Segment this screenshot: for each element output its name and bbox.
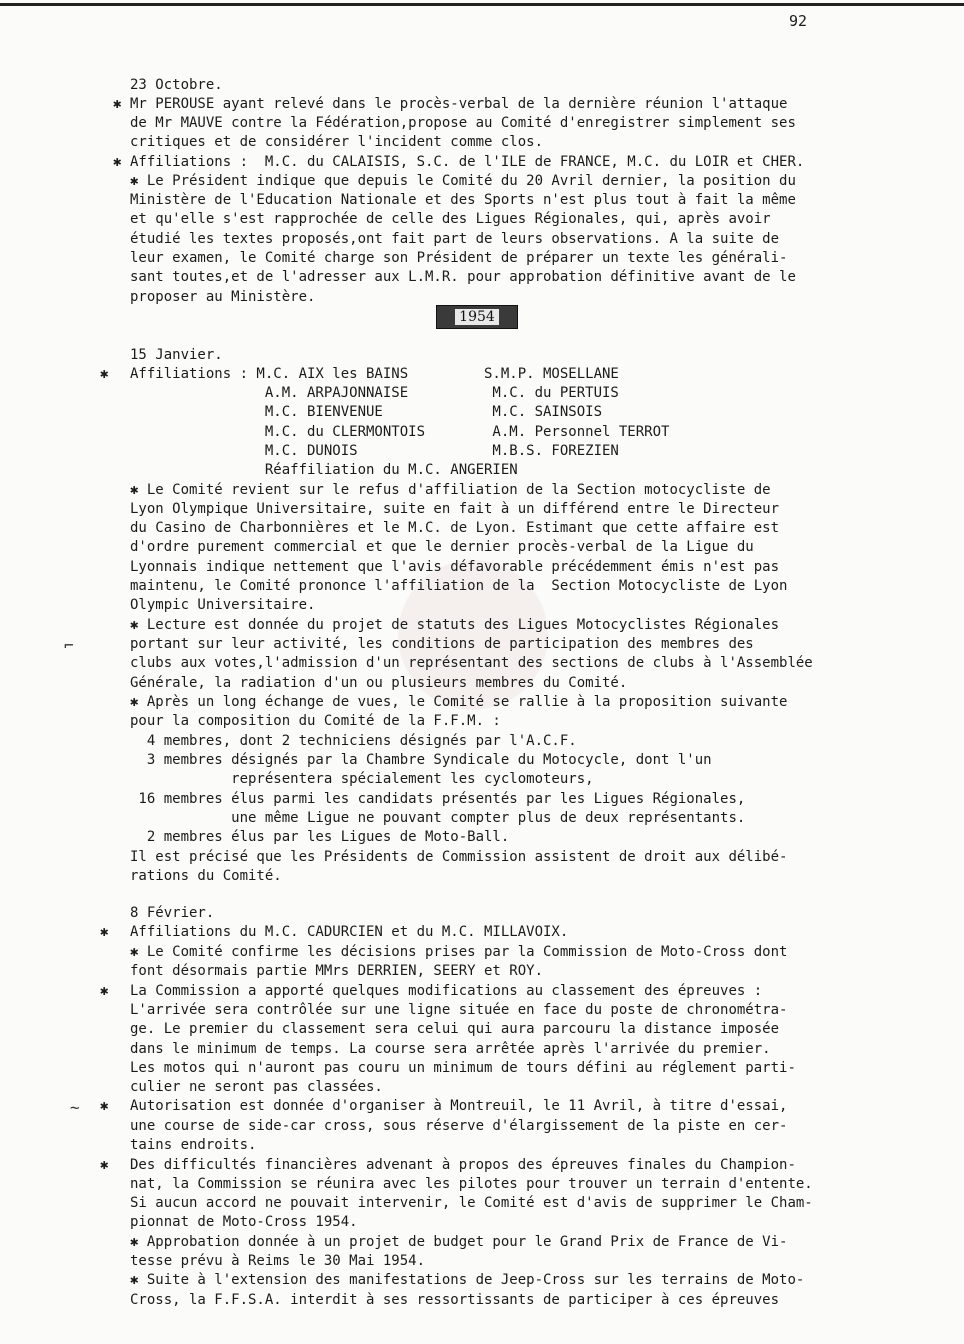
text-line: 2 membres élus par les Ligues de Moto-Ball.	[130, 829, 510, 845]
text-line: Affiliations : M.C. du CALAISIS, S.C. de l'ILE de FRANCE, M.C. du LOIR et CHER.	[130, 154, 805, 170]
text-line: tains endroits.	[130, 1137, 257, 1153]
text-line: de Mr MAUVE contre la Fédération,propose au Comité d'enregistrer simplement ses	[130, 115, 796, 131]
text-line: Olympic Universitaire.	[130, 597, 316, 613]
text-line: Lyon Olympique Universitaire, suite en fait à un différend entre le Directeur	[130, 501, 780, 517]
text-line: Autorisation est donnée d'organiser à Montreuil, le 11 Avril, à titre d'essai,	[130, 1098, 788, 1114]
top-rule	[0, 3, 964, 6]
year-badge	[436, 305, 518, 329]
text-line: L'arrivée sera contrôlée sur une ligne située en face du poste de chronométra-	[130, 1002, 788, 1018]
margin-annotation: ~	[70, 1098, 80, 1117]
text-line: 4 membres, dont 2 techniciens désignés par l'A.C.F.	[130, 733, 577, 749]
text-line: critiques et de considérer l'incident comme clos.	[130, 134, 544, 150]
text-line: étudié les textes proposés,ont fait part de leurs observations. A la suite de	[130, 231, 780, 247]
year-badge-label: 1954	[455, 309, 499, 325]
text-line: 16 membres élus parmi les candidats présentés par les Ligues Régionales,	[130, 791, 746, 807]
text-line: 15 Janvier.	[130, 347, 223, 363]
text-line: M.C. DUNOIS M.B.S. FOREZIEN	[130, 443, 619, 459]
text-line: tesse prévu à Reims le 30 Mai 1954.	[130, 1253, 426, 1269]
text-line: ✱ Lecture est donnée du projet de statuts des Ligues Motocyclistes Régionales	[130, 617, 780, 633]
text-line: ✱ Après un long échange de vues, le Comité se rallie à la proposition suivante	[130, 694, 788, 710]
text-line: ge. Le premier du classement sera celui qui aura parcouru la distance imposée	[130, 1021, 780, 1037]
text-line: ✱ Le Président indique que depuis le Comité du 20 Avril dernier, la position du	[130, 173, 796, 189]
bullet-star-icon: ✱	[100, 1157, 109, 1173]
bullet-star-icon: ✱	[100, 983, 109, 999]
text-line: leur examen, le Comité charge son Président de préparer un texte les générali-	[130, 250, 788, 266]
text-line: proposer au Ministère.	[130, 289, 316, 305]
text-line: et qu'elle s'est rapprochée de celle des Ligues Régionales, qui, après avoir	[130, 211, 771, 227]
text-line: A.M. ARPAJONNAISE M.C. du PERTUIS	[130, 385, 619, 401]
text-line: ✱ Le Comité revient sur le refus d'affiliation de la Section motocycliste de	[130, 482, 771, 498]
text-line: font désormais partie MMrs DERRIEN, SEERY et ROY.	[130, 963, 544, 979]
text-line: Il est précisé que les Présidents de Commission assistent de droit aux délibé-	[130, 849, 788, 865]
text-line: Réaffiliation du M.C. ANGERIEN	[130, 462, 518, 478]
text-line: maintenu, le Comité prononce l'affiliation de la Section Motocycliste de Lyon	[130, 578, 788, 594]
text-line: pionnat de Moto-Cross 1954.	[130, 1214, 358, 1230]
text-line: 8 Février.	[130, 905, 215, 921]
text-line: ✱ Approbation donnée à un projet de budget pour le Grand Prix de France de Vi-	[130, 1234, 788, 1250]
text-line: d'ordre purement commercial et que le dernier procès-verbal de la Ligue du	[130, 539, 754, 555]
text-line: Mr PEROUSE ayant relevé dans le procès-verbal de la dernière réunion l'attaque	[130, 96, 788, 112]
text-line: ✱ Le Comité confirme les décisions prises par la Commission de Moto-Cross dont	[130, 944, 788, 960]
bullet-star-icon: ✱	[100, 1098, 109, 1114]
bullet-star-icon: ✱	[100, 366, 109, 382]
text-line: Ministère de l'Education Nationale et des Sports n'est plus tout à fait la même	[130, 192, 796, 208]
text-line: une course de side-car cross, sous réserve d'élargissement de la piste en cer-	[130, 1118, 788, 1134]
bullet-star-icon: ✱	[100, 924, 109, 940]
text-line: représentera spécialement les cyclomoteurs,	[130, 771, 594, 787]
text-line: Les motos qui n'auront pas couru un minimum de tours défini au réglement parti-	[130, 1060, 796, 1076]
text-line: ✱ Suite à l'extension des manifestations de Jeep-Cross sur les terrains de Moto-	[130, 1272, 805, 1288]
text-line: culier ne seront pas classées.	[130, 1079, 383, 1095]
text-line: rations du Comité.	[130, 868, 282, 884]
page-number: 92	[789, 12, 808, 30]
text-line: Si aucun accord ne pouvait intervenir, le Comité est d'avis de supprimer le Cham-	[130, 1195, 813, 1211]
text-line: nat, la Commission se réunira avec les pilotes pour trouver un terrain d'entente.	[130, 1176, 813, 1192]
bullet-star-icon: ✱	[113, 96, 122, 112]
text-line: pour la composition du Comité de la F.F.M. :	[130, 713, 501, 729]
text-line: Générale, la radiation d'un ou plusieurs membres du Comité.	[130, 675, 628, 691]
text-line: Affiliations du M.C. CADURCIEN et du M.C. MILLAVOIX.	[130, 924, 569, 940]
text-line: Cross, la F.F.S.A. interdit à ses ressortissants de participer à ces épreuves	[130, 1292, 780, 1308]
text-line: M.C. BIENVENUE M.C. SAINSOIS	[130, 404, 603, 420]
text-line: La Commission a apporté quelques modifications au classement des épreuves :	[130, 983, 763, 999]
text-line: Affiliations : M.C. AIX les BAINS S.M.P. MOSELLANE	[130, 366, 619, 382]
text-line: dans le minimum de temps. La course sera arrêtée après l'arrivée du premier.	[130, 1041, 771, 1057]
text-line: 3 membres désignés par la Chambre Syndicale du Motocycle, dont l'un	[130, 752, 712, 768]
text-line: portant sur leur activité, les conditions de participation des membres des	[130, 636, 754, 652]
margin-annotation: ⌐	[64, 636, 74, 655]
text-line: sant toutes,et de l'adresser aux L.M.R. pour approbation définitive avant de le	[130, 269, 796, 285]
text-line: Lyonnais indique nettement que l'avis défavorable précédemment émis n'est pas	[130, 559, 780, 575]
text-line: du Casino de Charbonnières et le M.C. de Lyon. Estimant que cette affaire est	[130, 520, 780, 536]
bullet-star-icon: ✱	[113, 154, 122, 170]
text-line: une même Ligue ne pouvant compter plus de deux représentants.	[130, 810, 746, 826]
text-line: clubs aux votes,l'admission d'un représentant des sections de clubs à l'Assemblée	[130, 655, 813, 671]
text-line: M.C. du CLERMONTOIS A.M. Personnel TERROT	[130, 424, 670, 440]
text-line: 23 Octobre.	[130, 77, 223, 93]
text-line: Des difficultés financières advenant à propos des épreuves finales du Champion-	[130, 1157, 796, 1173]
